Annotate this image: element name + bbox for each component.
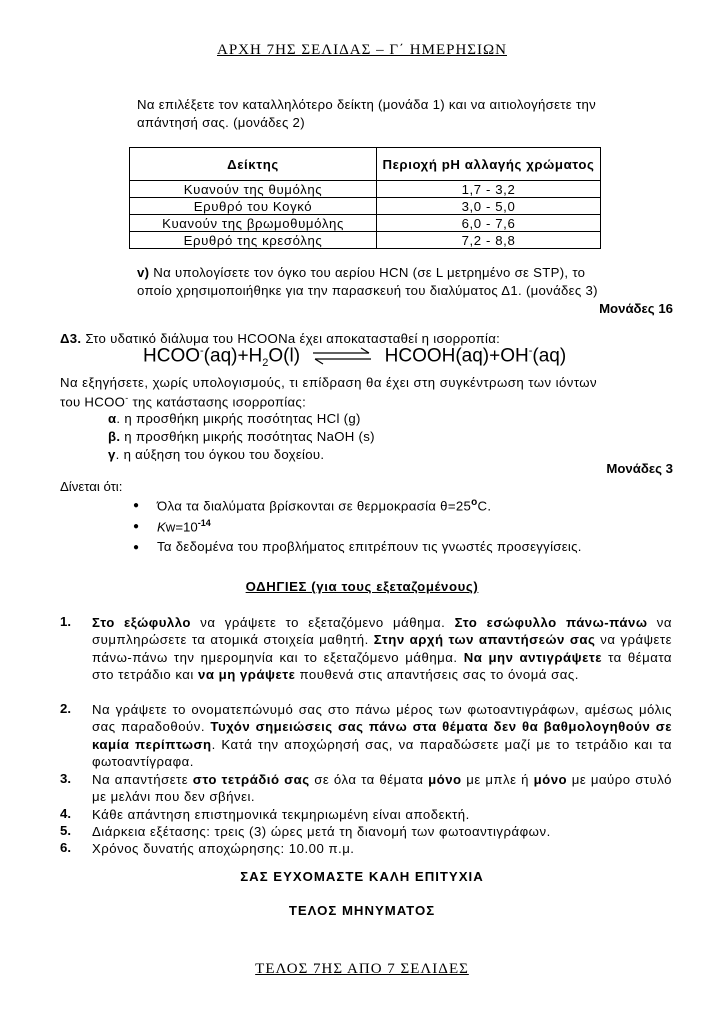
d3-explain-2 <box>60 393 306 409</box>
instr-part: Να μην αντιγράψετε <box>463 649 602 665</box>
instr-part: Κάθε απάντηση επιστημονικά τεκμηριωμένη είναι αποδεκτή. <box>92 807 470 822</box>
instruction-number: 4. <box>60 806 71 821</box>
given-1-a: Όλα τα διαλύματα βρίσκονται σε θερμοκρασία θ=25 <box>157 498 472 514</box>
closing-wishes: ΣΑΣ ΕΥΧΟΜΑΣΤΕ ΚΑΛΗ ΕΠΙΤΥΧΙΑ <box>240 869 484 884</box>
d3-line <box>60 331 500 346</box>
d3-item-text: . η αύξηση του όγκου του δοχείου. <box>115 447 325 462</box>
instr-part: Στο εξώφυλλο <box>92 615 191 630</box>
d3-explain-1: Να εξηγήσετε, χωρίς υπολογισμούς, τι επίδραση θα έχει στη συγκέντρωση των ιόντων <box>60 375 598 390</box>
instr-part: . Κατά την αποχώρησή σας, να παραδώσετε μαζί με το τετράδιο και τα φωτοαντίγραφα. <box>92 736 672 770</box>
table-cell: 7,2 - 8,8 <box>377 232 601 249</box>
table-cell: Κυανούν της θυμόλης <box>130 181 377 198</box>
instr-part: να γράψετε πάνω-πάνω την ημερομηνία και το εξεταζόμενο μάθημα. <box>92 632 673 665</box>
instruction-text <box>92 614 672 684</box>
given-label: Δίνεται ότι: <box>60 479 123 494</box>
instr-part: στο τετράδιό σας <box>192 772 310 787</box>
instruction-number: 5. <box>60 823 71 838</box>
instruction-number: 6. <box>60 840 71 855</box>
d3-item-label: β. <box>108 429 121 444</box>
d3-item-label: γ <box>108 447 116 462</box>
table-cell: Κυανούν της βρωμοθυμόλης <box>130 215 377 232</box>
instr-part: πουθενά στις απαντήσεις σας το όνομά σας. <box>295 667 579 683</box>
instr-part: Στην αρχή των απαντήσεών σας <box>373 632 596 648</box>
d3-item-b <box>108 429 375 444</box>
page-footer: ΤΕΛΟΣ 7ΗΣ ΑΠΟ 7 ΣΕΛΙΔΕΣ <box>255 961 469 977</box>
end-of-message: ΤΕΛΟΣ ΜΗΝΥΜΑΤΟΣ <box>288 903 436 918</box>
instruction-1 <box>92 614 672 684</box>
table-cell: Ερυθρό της κρεσόλης <box>130 232 377 249</box>
eq-part: HCOO <box>143 345 200 367</box>
instruction-4 <box>92 806 672 823</box>
given-2-b: w=10 <box>165 519 198 535</box>
instruction-2 <box>92 701 672 771</box>
table-row <box>130 215 601 232</box>
table-header-indicator: Δείκτης <box>130 148 377 181</box>
given-1-b: C. <box>477 498 492 514</box>
instr-part: να γράψετε το εξεταζόμενο μάθημα. <box>190 615 455 630</box>
bullet-icon: ● <box>133 500 140 511</box>
d3-label: Δ3. <box>60 331 82 346</box>
d3-marks: Μονάδες 3 <box>606 461 673 476</box>
equilibrium-equation <box>143 345 566 369</box>
page-header: ΑΡΧΗ 7ΗΣ ΣΕΛΙΔΑΣ – Γ΄ ΗΜΕΡΗΣΙΩΝ <box>216 42 507 58</box>
d3-item-text: . η προσθήκη μικρής ποσότητας HCl (g) <box>116 411 361 426</box>
eq-sub: 2 <box>262 357 269 370</box>
instr-part: Τυχόν σημειώσεις σας πάνω στα θέματα δεν θα βαθμολογηθούν σε καμία περίπτωση <box>92 719 673 752</box>
instr-part: Να απαντήσετε <box>92 772 193 787</box>
bullet-icon: ● <box>133 542 140 553</box>
instr-part: μόνο <box>428 772 462 787</box>
bullet-icon: ● <box>133 521 140 532</box>
given-item-1 <box>157 497 491 513</box>
instr-part: Χρόνος δυνατής αποχώρησης: 10.00 π.μ. <box>92 841 355 856</box>
table-header-ph-range: Περιοχή pH αλλαγής χρώματος <box>377 148 601 181</box>
instr-part: να συμπληρώσετε τα ατομικά στοιχεία μαθητή. <box>92 615 672 648</box>
eq-part: (aq)+H <box>203 345 263 367</box>
eq-sup: - <box>200 345 204 357</box>
instruction-text <box>92 823 672 840</box>
d3-item-label: α <box>108 411 117 426</box>
instruction-number: 1. <box>60 614 71 629</box>
equilibrium-arrows-icon <box>311 346 373 366</box>
indicator-table <box>129 147 601 249</box>
table-header-row <box>130 148 601 181</box>
table-row <box>130 232 601 249</box>
instr-part: μόνο <box>533 772 568 787</box>
instr-part: σε όλα τα θέματα <box>309 772 429 787</box>
d3-item-a <box>108 411 361 426</box>
d3-item-c <box>108 447 324 462</box>
table-row <box>130 198 601 215</box>
intro-line-2: απάντησή σας. (μονάδες 2) <box>137 115 305 130</box>
eq-part: HCOOH(aq)+OH <box>384 345 529 367</box>
given-item-2 <box>157 518 211 534</box>
table-row <box>130 181 601 198</box>
d3-explain-2-a: του HCOO <box>60 394 126 410</box>
given-1-sup: o <box>471 497 478 508</box>
instructions-title: ΟΔΗΓΙΕΣ (για τους εξεταζομένους) <box>245 579 479 594</box>
part-v-text-1: Να υπολογίσετε τον όγκο του αερίου HCN (σε L μετρημένο σε STP), το <box>153 265 586 280</box>
part-v-line-1 <box>137 265 585 280</box>
instruction-text <box>92 701 672 771</box>
d3-explain-2-sup: - <box>125 393 129 403</box>
table-cell: 3,0 - 5,0 <box>377 198 601 215</box>
instruction-number: 3. <box>60 771 71 786</box>
part-v-label: v) <box>137 265 150 280</box>
given-2-a: K <box>157 519 166 535</box>
instr-part: Στο εσώφυλλο πάνω-πάνω <box>454 615 648 630</box>
d3-item-text: η προσθήκη μικρής ποσότητας NaOH (s) <box>120 429 375 444</box>
given-item-3: Τα δεδομένα του προβλήματος επιτρέπουν τις γνωστές προσεγγίσεις. <box>157 539 582 554</box>
instr-part: να μη γράψετε <box>198 667 296 683</box>
instruction-5 <box>92 823 672 840</box>
instruction-6 <box>92 840 672 857</box>
instr-part: Να γράψετε το ονοματεπώνυμό σας στο πάνω μέρος των φωτοαντιγράφων, αμέσως μόλις σας παραδοθούν. <box>92 702 672 735</box>
eq-part: O(l) <box>268 345 301 367</box>
d3-text: Στο υδατικό διάλυμα του HCOONa έχει αποκατασταθεί η ισορροπία: <box>85 331 501 346</box>
d3-explain-2-b: της κατάστασης ισορροπίας: <box>128 394 307 410</box>
instr-part: τα θέματα στο τετράδιο και <box>92 649 672 683</box>
table-cell: 1,7 - 3,2 <box>377 181 601 198</box>
instruction-number: 2. <box>60 701 71 716</box>
given-2-sup: -14 <box>197 518 211 528</box>
intro-line-1: Να επιλέξετε τον καταλληλότερο δείκτη (μονάδα 1) και να αιτιολογήσετε την <box>137 97 596 112</box>
instr-part: με μπλε ή <box>461 772 534 787</box>
table-cell: Ερυθρό του Κογκό <box>130 198 377 215</box>
instruction-3 <box>92 771 672 806</box>
instruction-text <box>92 840 672 857</box>
instr-part: Διάρκεια εξέτασης: τρεις (3) ώρες μετά τη διανομή των φωτοαντιγράφων. <box>92 824 551 839</box>
instr-part: με μαύρο στυλό με μελάνι που δεν σβήνει. <box>92 772 672 805</box>
part-v-marks: Μονάδες 16 <box>599 301 673 316</box>
table-cell: 6,0 - 7,6 <box>377 215 601 232</box>
eq-sup: - <box>528 345 533 357</box>
instruction-text <box>92 806 672 823</box>
instruction-text <box>92 771 672 806</box>
part-v-line-2: οποίο χρησιμοποιήθηκε για την παρασκευή του διαλύματος Δ1. (μονάδες 3) <box>137 283 598 298</box>
eq-part: (aq) <box>532 345 567 367</box>
